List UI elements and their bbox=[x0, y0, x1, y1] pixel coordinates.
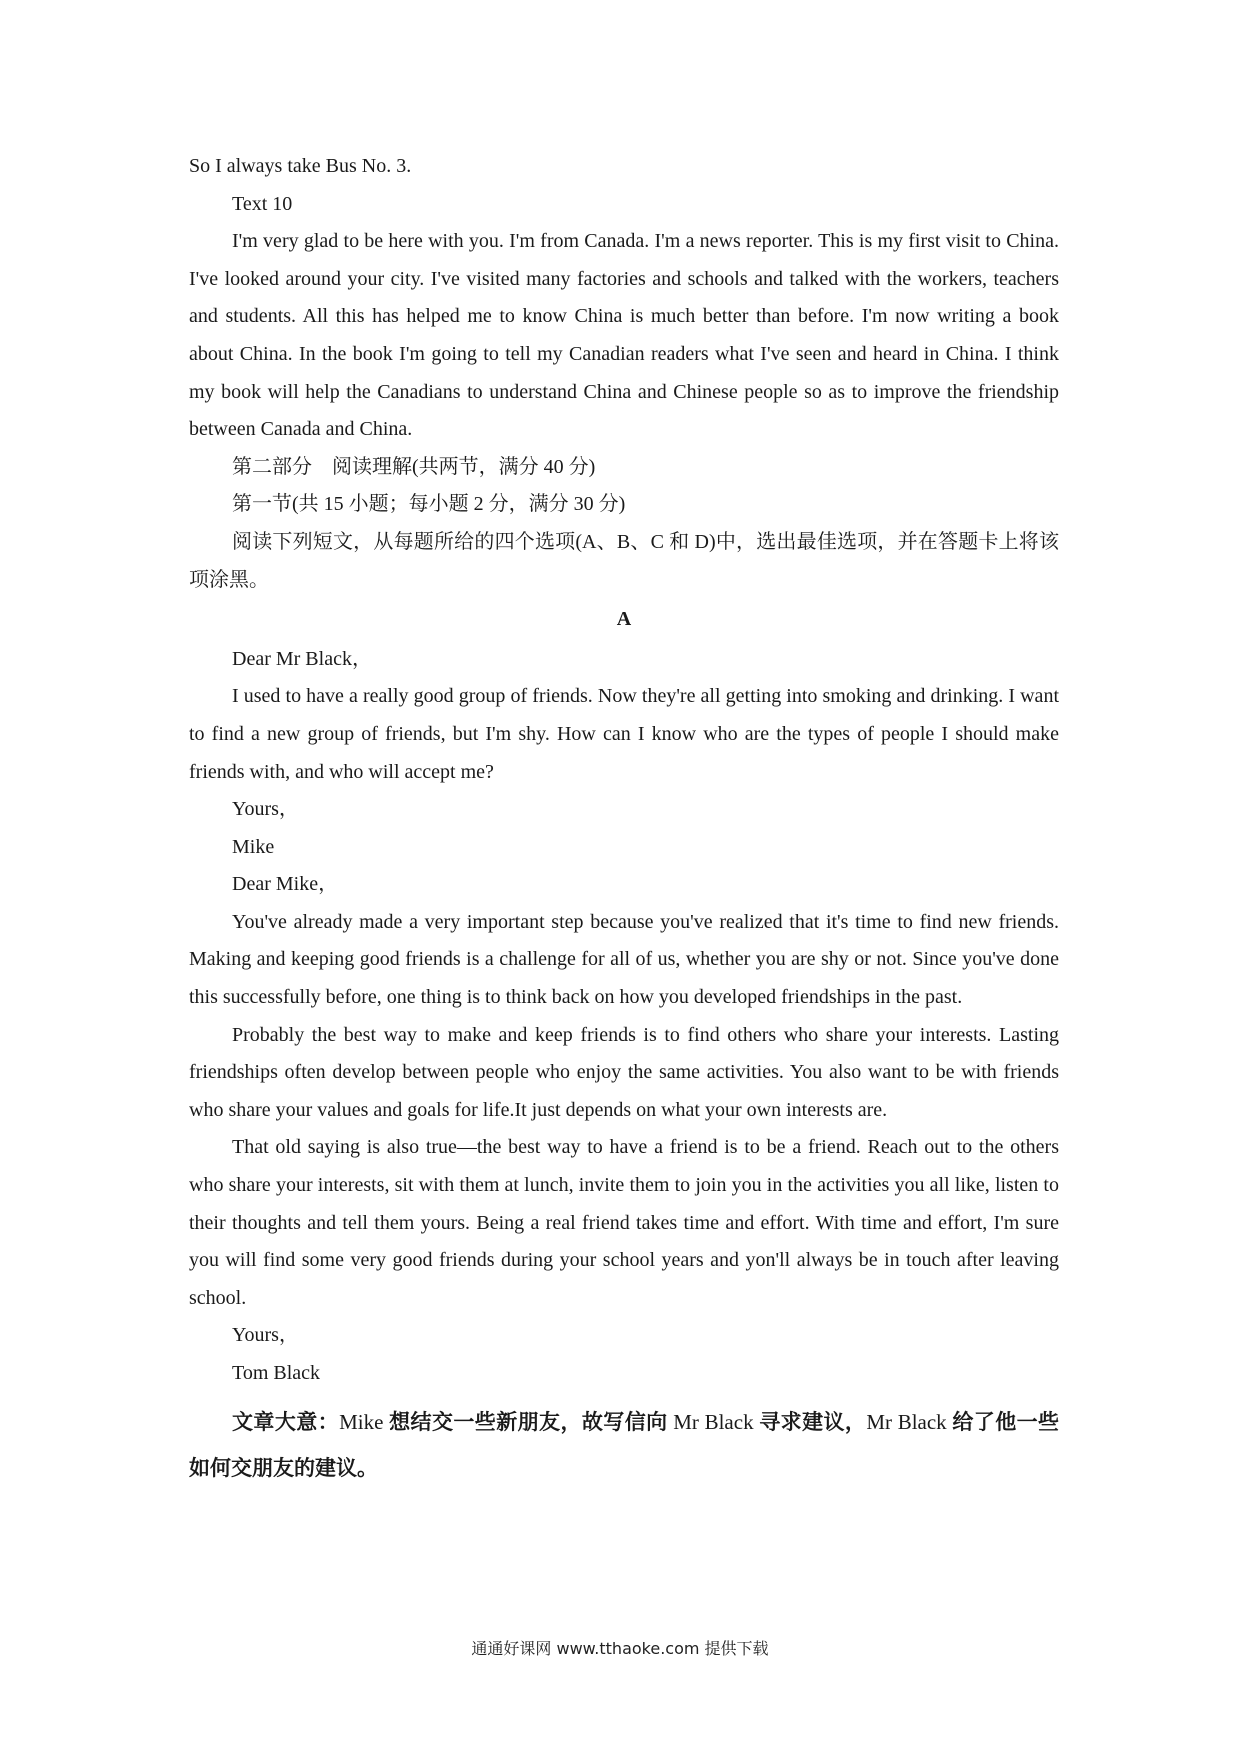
reply-paragraph: That old saying is also true—the best way to have a friend is to be a friend. Reach out to the others who share your interests, sit with them at lunch, invite them to join you in the activities you all like, listen to their thoughts and tell them yours. Being a real friend takes time and effort. With time and effort, I'm sure you will find some very good friends during your school years and yon'll always be in touch after leaving school. bbox=[189, 1136, 1059, 1309]
listening-transcript-paragraph: I'm very glad to be here with you. I'm from Canada. I'm a news reporter. This is my first visit to China. I've looked around your city. I've visited many factories and schools and talked with the workers, teachers and students. All this has helped me to know China is much better than before. I'm now writing a book about China. In the book I'm going to tell my Canadian readers what I've seen and heard in China. I think my book will help the Canadians to understand China and Chinese people so as to improve the friendship between Canada and China. bbox=[189, 230, 1059, 441]
summary-text: Mr Black bbox=[866, 1409, 947, 1434]
summary-text: Mike bbox=[339, 1409, 384, 1434]
letter-paragraph: I used to have a really good group of friends. Now they're all getting into smoking and drinking. I want to find a new group of friends, but I'm shy. How can I know who are the types of people I should make friends with, and who will accept me? bbox=[189, 685, 1059, 783]
reply-signature: Tom Black bbox=[232, 1362, 321, 1384]
summary-text: Mr Black bbox=[673, 1409, 754, 1434]
article-summary bbox=[189, 1399, 1059, 1491]
letter-signature: Mike bbox=[232, 835, 275, 858]
document-body bbox=[189, 148, 1059, 1491]
section-one-heading: 第一节(共 15 小题；每小题 2 分，满分 30 分) bbox=[232, 493, 626, 516]
summary-text: 寻求建议， bbox=[753, 1409, 867, 1434]
reply-closing: Yours， bbox=[232, 1324, 299, 1347]
letter-closing: Yours， bbox=[232, 798, 299, 821]
page-footer: 通通好课网 www.tthaoke.com 提供下载 bbox=[471, 1639, 769, 1658]
summary-text: 想结交一些新朋友，故写信向 bbox=[383, 1409, 674, 1434]
summary-label: 文章大意： bbox=[232, 1409, 340, 1434]
text-line: So I always take Bus No. 3. bbox=[189, 155, 412, 177]
summary-text: 给了他一些如何交朋友的建议。 bbox=[189, 1409, 1060, 1480]
reply-paragraph: Probably the best way to make and keep friends is to find others who share your interests. Lasting friendships often develop between people who enjoy the same activities. You also want to be with friends who share your values and goals for life.It just depends on what your own interests are. bbox=[189, 1023, 1059, 1121]
section-heading-text-10: Text 10 bbox=[232, 192, 293, 215]
reply-paragraph: You've already made a very important step because you've realized that it's time to find new friends. Making and keeping good friends is a challenge for all of us, whether you are shy or not. Since you've done this successfully before, one thing is to think back on how you developed friendships in the past. bbox=[189, 910, 1059, 1009]
passage-label: A bbox=[616, 608, 632, 631]
letter-salutation: Dear Mr Black， bbox=[232, 647, 372, 670]
reply-salutation: Dear Mike， bbox=[232, 873, 339, 896]
part-two-heading: 第二部分 阅读理解(共两节，满分 40 分) bbox=[232, 455, 596, 478]
instructions-paragraph: 阅读下列短文，从每题所给的四个选项(A、B、C 和 D)中，选出最佳选项，并在答题卡上将该项涂黑。 bbox=[189, 530, 1059, 591]
